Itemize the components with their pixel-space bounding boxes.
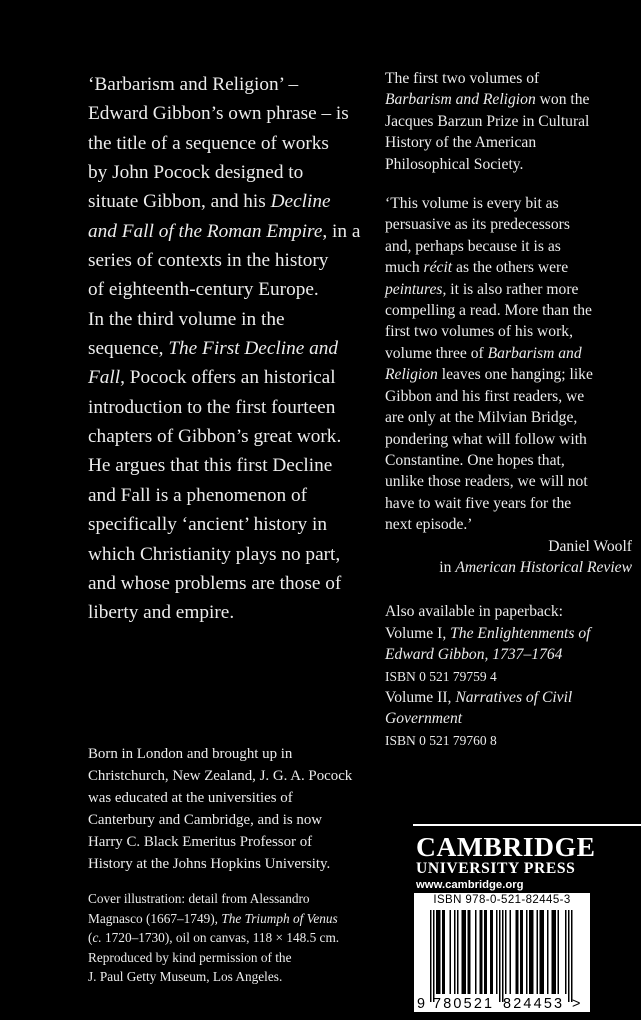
review-attribution bbox=[385, 536, 635, 579]
barcode-bar bbox=[490, 910, 492, 994]
barcode-bar bbox=[480, 910, 482, 994]
blurb-line: Edward Gibbon’s own phrase – is bbox=[88, 103, 349, 125]
also-volume-2 bbox=[385, 687, 635, 708]
blurb-text: , Pocock offers an historical bbox=[120, 367, 336, 389]
blurb-line: which Christianity plays no part, bbox=[88, 543, 341, 565]
barcode-bar bbox=[541, 910, 543, 994]
barcode-isbn-label: ISBN 978-0-521-82445-3 bbox=[433, 894, 571, 906]
blurb-line bbox=[88, 187, 378, 216]
blurb-text: situate Gibbon, and his bbox=[88, 191, 271, 213]
barcode-bar bbox=[438, 910, 440, 994]
main-blurb bbox=[88, 70, 378, 628]
review-italic: peintures bbox=[385, 280, 443, 298]
barcode-bar bbox=[462, 910, 464, 994]
review-line: unlike those readers, we will not bbox=[385, 473, 588, 491]
review-line: and, perhaps because it is as bbox=[385, 237, 561, 255]
publisher-url: www.cambridge.org bbox=[416, 879, 524, 891]
review-text: volume three of bbox=[385, 344, 488, 362]
review-line: compelling a read. More than the bbox=[385, 302, 592, 320]
barcode-bar bbox=[492, 910, 494, 994]
also-volume-1-title bbox=[385, 644, 635, 665]
prize-line: The first two volumes of bbox=[385, 70, 540, 87]
prize-text: won the bbox=[535, 91, 590, 109]
also-volume-2-title bbox=[385, 708, 635, 729]
review-text: as the others were bbox=[452, 259, 569, 277]
volume-title: Edward Gibbon, 1737–1764 bbox=[385, 646, 563, 664]
volume-title: Government bbox=[385, 710, 463, 728]
prize-line: Jacques Barzun Prize in Cultural bbox=[385, 112, 590, 130]
cover-line bbox=[88, 928, 388, 948]
barcode-bar bbox=[543, 910, 545, 994]
barcode-bar bbox=[532, 910, 534, 994]
review-quote bbox=[385, 193, 635, 578]
cover-text: ( bbox=[88, 930, 93, 946]
barcode-bar bbox=[465, 910, 467, 994]
blurb-line bbox=[88, 363, 378, 392]
barcode-bar bbox=[484, 910, 486, 994]
barcode-bar bbox=[457, 910, 459, 994]
blurb-title-italic: The First Decline and bbox=[168, 338, 339, 360]
cover-line: J. Paul Getty Museum, Los Angeles. bbox=[88, 969, 283, 985]
cover-text: Magnasco (1667–1749), bbox=[88, 910, 222, 926]
barcode-bar bbox=[517, 910, 519, 994]
barcode-bar bbox=[469, 910, 471, 994]
blurb-text: sequence, bbox=[88, 338, 169, 360]
cover-line: Cover illustration: detail from Alessandro bbox=[88, 891, 310, 906]
review-author: Daniel Woolf bbox=[548, 537, 632, 555]
review-line: Constantine. One hopes that, bbox=[385, 451, 565, 469]
barcode-bar bbox=[520, 910, 522, 994]
barcode-bar bbox=[516, 910, 518, 994]
cover-text: 1720–1730), oil on canvas, 118 × 148.5 cm. bbox=[101, 930, 340, 946]
barcode-bar bbox=[565, 910, 567, 994]
barcode-bar bbox=[555, 910, 557, 994]
bio-line: Canterbury and Cambridge, and is now bbox=[88, 811, 323, 828]
also-available bbox=[385, 601, 635, 751]
barcode-bar bbox=[499, 910, 501, 1002]
barcode-bar bbox=[439, 910, 441, 994]
prize-title-italic: Barbarism and Religion bbox=[385, 91, 536, 109]
artwork-title: The Triumph of Venus bbox=[221, 910, 338, 926]
barcode-right-digits: 824453 bbox=[503, 996, 565, 1012]
barcode-bar bbox=[552, 910, 554, 994]
barcode-bar bbox=[463, 910, 465, 994]
barcode-bar bbox=[475, 910, 477, 994]
bio-line: Born in London and brought up in bbox=[88, 746, 293, 762]
blurb-text: , in a bbox=[322, 220, 361, 242]
isbn-barcode bbox=[414, 893, 590, 1012]
volume-label: Volume I, bbox=[385, 624, 451, 642]
barcode-bar bbox=[496, 910, 498, 994]
review-source: American Historical Review bbox=[455, 558, 632, 576]
barcode-bar bbox=[468, 910, 470, 994]
blurb-line: the title of a sequence of works bbox=[88, 132, 329, 154]
barcode-bar bbox=[540, 910, 542, 994]
barcode-bar bbox=[454, 910, 456, 994]
barcode-bar bbox=[547, 910, 549, 994]
barcode-bar bbox=[553, 910, 555, 994]
review-line: next episode.’ bbox=[385, 516, 473, 534]
barcode-bar bbox=[558, 910, 560, 994]
barcode-arrow: > bbox=[572, 996, 581, 1012]
barcode-bar bbox=[442, 910, 444, 994]
blurb-title-italic: Decline bbox=[270, 191, 331, 213]
volume-label: Volume II, bbox=[385, 688, 456, 706]
barcode-bar bbox=[486, 910, 488, 994]
publisher-rule bbox=[413, 824, 641, 826]
blurb-line: of eighteenth-century Europe. bbox=[88, 279, 319, 301]
blurb-line bbox=[88, 217, 378, 246]
blurb-line: and whose problems are those of bbox=[88, 572, 342, 594]
barcode-first-digit: 9 bbox=[417, 996, 426, 1012]
review-italic: Barbarism and bbox=[487, 344, 582, 362]
blurb-line: liberty and empire. bbox=[88, 602, 235, 624]
cover-credit bbox=[88, 889, 388, 987]
barcode-bar bbox=[522, 910, 524, 994]
bio-line: History at the Johns Hopkins University. bbox=[88, 855, 331, 872]
review-line: Gibbon and his first readers, we bbox=[385, 387, 585, 405]
blurb-line: series of contexts in the history bbox=[88, 250, 329, 272]
prize-note bbox=[385, 68, 635, 175]
barcode-bar bbox=[537, 910, 539, 994]
cover-circa: c. bbox=[92, 930, 102, 946]
cover-line bbox=[88, 909, 388, 929]
barcode-bar bbox=[526, 910, 528, 994]
isbn-volume-1: ISBN 0 521 79759 4 bbox=[385, 668, 497, 684]
also-heading: Also available in paperback: bbox=[385, 603, 563, 621]
also-volume-1 bbox=[385, 623, 635, 644]
publisher-name: CAMBRIDGE bbox=[416, 831, 596, 862]
review-line: are only at the Milvian Bridge, bbox=[385, 409, 578, 427]
volume-title: The Enlightenments of bbox=[450, 624, 591, 642]
review-line: pondering what will follow with bbox=[385, 430, 587, 448]
barcode-bar bbox=[571, 910, 573, 1002]
barcode-bar bbox=[531, 910, 533, 994]
barcode-left-digits: 780521 bbox=[433, 996, 495, 1012]
review-line: have to wait five years for the bbox=[385, 494, 572, 512]
right-column bbox=[385, 68, 635, 751]
barcode-bar bbox=[430, 910, 432, 1002]
publisher-subtitle: UNIVERSITY PRESS bbox=[416, 860, 576, 877]
blurb-line: ‘Barbarism and Religion’ – bbox=[88, 74, 299, 95]
blurb-line: chapters of Gibbon’s great work. bbox=[88, 426, 342, 448]
barcode-bar bbox=[436, 910, 438, 994]
bio-line: Harry C. Black Emeritus Professor of bbox=[88, 833, 313, 850]
barcode-bar bbox=[502, 910, 504, 1002]
prize-line: Philosophical Society. bbox=[385, 155, 524, 173]
author-bio bbox=[88, 744, 388, 875]
review-line: first two volumes of his work, bbox=[385, 323, 573, 341]
blurb-title-italic: and Fall of the Roman Empire bbox=[88, 220, 323, 242]
blurb-line: by John Pocock designed to bbox=[88, 162, 304, 184]
bio-line: Christchurch, New Zealand, J. G. A. Pocock bbox=[88, 767, 353, 784]
review-line bbox=[385, 257, 635, 278]
review-text: much bbox=[385, 259, 424, 277]
prize-line: History of the American bbox=[385, 134, 537, 152]
barcode-bar bbox=[481, 910, 483, 994]
isbn-volume-2: ISBN 0 521 79760 8 bbox=[385, 732, 497, 748]
barcode-bar bbox=[433, 910, 435, 1002]
barcode-bar bbox=[444, 910, 446, 994]
blurb-line: specifically ‘ancient’ history in bbox=[88, 514, 327, 536]
review-line: ‘This volume is every bit as bbox=[385, 195, 559, 213]
volume-title: Narratives of Civil bbox=[455, 688, 573, 706]
blurb-line: In the third volume in the bbox=[88, 308, 285, 330]
review-source-prefix: in bbox=[439, 558, 456, 576]
blurb-line bbox=[88, 334, 378, 363]
blurb-title-italic: Fall bbox=[88, 367, 121, 389]
barcode-bar bbox=[529, 910, 531, 994]
blurb-line: and Fall is a phenomenon of bbox=[88, 484, 308, 506]
bio-line: was educated at the universities of bbox=[88, 789, 293, 806]
barcode-bar bbox=[510, 910, 512, 994]
blurb-line: introduction to the first fourteen bbox=[88, 396, 336, 418]
barcode-bar bbox=[568, 910, 570, 1002]
review-text: leaves one hanging; like bbox=[437, 366, 593, 384]
blurb-line: He argues that this first Decline bbox=[88, 455, 333, 477]
review-line: persuasive as its predecessors bbox=[385, 216, 570, 234]
review-italic: récit bbox=[423, 259, 453, 277]
review-text: , it is also rather more bbox=[442, 280, 579, 298]
barcode-bar bbox=[505, 910, 507, 994]
cover-line: Reproduced by kind permission of the bbox=[88, 949, 292, 965]
review-line bbox=[385, 364, 635, 385]
barcode-bars bbox=[414, 893, 590, 1012]
prize-line bbox=[385, 89, 635, 110]
review-line bbox=[385, 343, 635, 364]
review-source-line bbox=[385, 557, 632, 578]
barcode-bar bbox=[450, 910, 452, 994]
review-line bbox=[385, 279, 635, 300]
review-italic: Religion bbox=[385, 366, 438, 384]
